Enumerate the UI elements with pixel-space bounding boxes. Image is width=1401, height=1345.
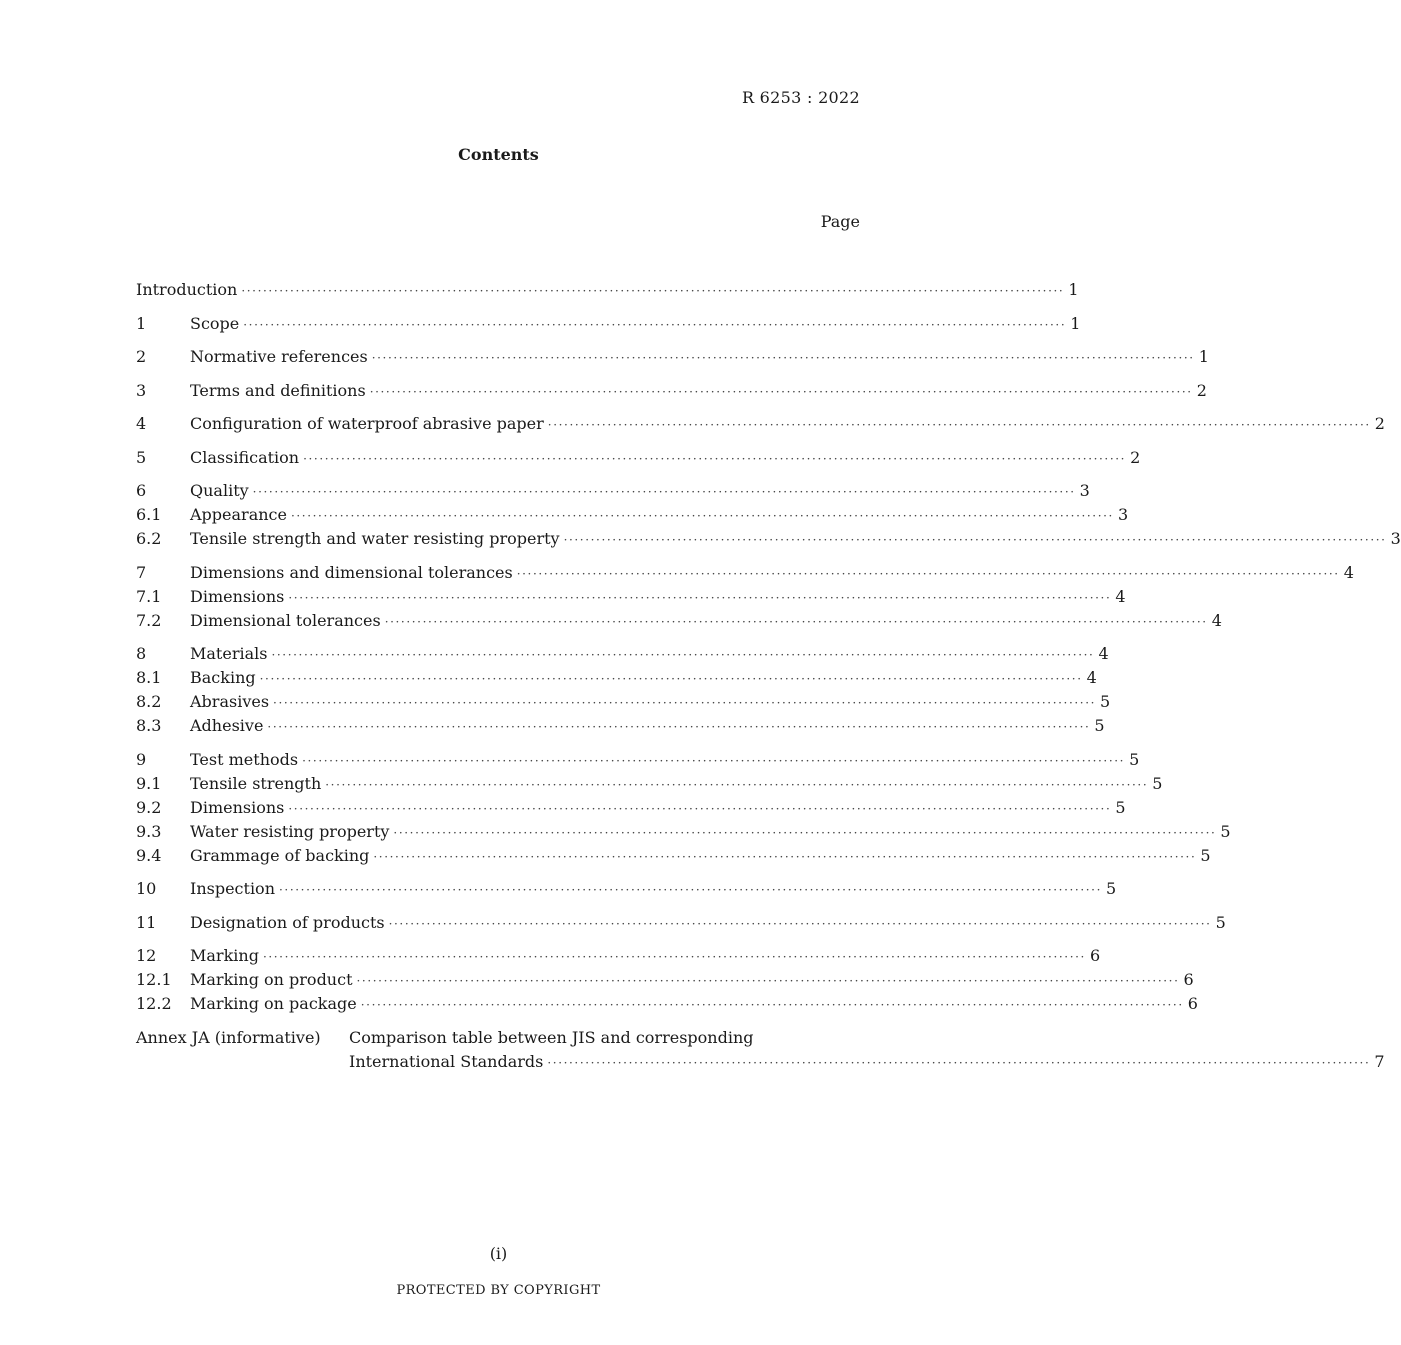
- toc-entry-page: 6: [1187, 994, 1198, 1013]
- toc-entry-title: Marking on product: [190, 970, 353, 989]
- toc-entry-7-1[interactable]: [136, 585, 1126, 609]
- annex-title-text-2: International Standards: [349, 1051, 544, 1071]
- toc-entry-number: 10: [136, 879, 157, 898]
- annex-title-line-1: [349, 1026, 1385, 1050]
- toc-entry-number: 4: [136, 414, 147, 433]
- toc-entry-number: 7: [136, 562, 147, 582]
- toc-entry-page: 5: [1094, 716, 1105, 735]
- dot-leader: [517, 562, 1340, 586]
- toc-entry-page: 5: [1220, 821, 1231, 841]
- toc-entry-9-1[interactable]: [136, 772, 1163, 796]
- toc-entry-12-1[interactable]: [136, 968, 1194, 992]
- toc-entry-page: 5: [1152, 773, 1163, 793]
- toc-entry-title: Tensile strength and water resisting property: [190, 529, 560, 548]
- dot-leader: [273, 691, 1096, 715]
- toc-entry-title: Backing: [190, 668, 256, 687]
- toc-entry-5[interactable]: [136, 446, 1141, 470]
- toc-entry-page: 1: [1068, 280, 1079, 299]
- toc-entry-page: 2: [1130, 447, 1141, 467]
- dot-leader: [260, 667, 1083, 691]
- dot-leader: [303, 447, 1126, 471]
- dot-leader: [263, 945, 1086, 969]
- toc-entry-7[interactable]: [136, 561, 1354, 585]
- annex-label: Annex JA (informative): [136, 1027, 321, 1047]
- toc-entry-title: Water resisting property: [190, 821, 390, 841]
- toc-entry-title: Marking on package: [190, 994, 357, 1013]
- toc-entry-number: 1: [136, 313, 147, 333]
- annex-title-line-2: [349, 1050, 1385, 1074]
- annex-title-text-1: Comparison table between JIS and corresponding: [349, 1027, 754, 1047]
- dot-leader: [325, 773, 1148, 797]
- dot-leader: [288, 797, 1111, 821]
- toc-entry-introduction[interactable]: [136, 278, 1079, 302]
- toc-entry-8-2[interactable]: [136, 690, 1111, 714]
- toc-entry-page: 4: [1086, 668, 1097, 687]
- toc-entry-page: 7: [1374, 1051, 1385, 1071]
- page-column-label: Page: [820, 212, 860, 231]
- toc-entry-2[interactable]: [136, 345, 1209, 369]
- toc-entry-page: 4: [1098, 644, 1109, 663]
- toc-entry-page: 1: [1198, 347, 1209, 366]
- toc-entry-page: 5: [1200, 845, 1211, 865]
- toc-entry-page: 3: [1117, 505, 1129, 524]
- toc-entry-title: Terms and definitions: [190, 380, 366, 400]
- toc-entry-page: 5: [1100, 692, 1111, 711]
- dot-leader: [279, 878, 1102, 902]
- toc-entry-10[interactable]: [136, 877, 1117, 901]
- toc-entry-title: Dimensions and dimensional tolerances: [190, 562, 513, 582]
- dot-leader: [393, 821, 1216, 845]
- toc-entry-8-3[interactable]: [136, 714, 1105, 738]
- toc-entry-page: 6: [1089, 946, 1101, 965]
- dot-leader: [243, 313, 1066, 337]
- toc-entry-number: 9: [136, 749, 147, 769]
- toc-entry-number: 9.3: [136, 821, 162, 841]
- toc-entry-8-1[interactable]: [136, 666, 1097, 690]
- toc-entry-number: 12: [136, 946, 157, 965]
- dot-leader: [372, 346, 1195, 370]
- dot-leader: [373, 845, 1196, 869]
- toc-entry-page: 1: [1070, 313, 1081, 333]
- toc-entry-number: 6.2: [136, 529, 162, 548]
- toc-entry-9-4[interactable]: [136, 844, 1211, 868]
- toc-entry-title: Adhesive: [190, 716, 264, 735]
- toc-entry-number: 7.2: [136, 610, 162, 630]
- toc-entry-page: 5: [1115, 797, 1126, 817]
- dot-leader: [361, 993, 1184, 1017]
- toc-entry-number: 8.2: [136, 692, 162, 711]
- toc-entry-title: Normative references: [190, 347, 368, 366]
- toc-entry-number: 9.2: [136, 797, 162, 817]
- copyright-notice: PROTECTED BY COPYRIGHT: [396, 1283, 601, 1298]
- dot-leader: [547, 1051, 1370, 1075]
- toc-entry-number: 8: [136, 644, 147, 663]
- toc-entry-title: Dimensions: [190, 797, 285, 817]
- toc-entry-number: 7.1: [136, 586, 162, 606]
- toc-entry-page: 2: [1374, 414, 1385, 433]
- toc-entry-title: Quality: [190, 481, 249, 500]
- toc-entry-number: 9.1: [136, 773, 162, 793]
- toc-entry-title: Classification: [190, 447, 300, 467]
- document-number: R 6253 : 2022: [741, 88, 860, 107]
- toc-entry-6[interactable]: [136, 479, 1090, 503]
- dot-leader: [241, 279, 1064, 303]
- toc-entry-title: Appearance: [190, 505, 287, 524]
- toc-entry-title: Inspection: [190, 879, 275, 898]
- toc-entry-number: 12.1: [136, 970, 172, 989]
- toc-entry-number: 8.3: [136, 716, 162, 735]
- toc-entry-11[interactable]: [136, 911, 1226, 935]
- toc-entry-9-3[interactable]: [136, 820, 1231, 844]
- toc-entry-number: 12.2: [136, 994, 172, 1013]
- toc-entry-page: 4: [1343, 562, 1354, 582]
- toc-entry-1[interactable]: [136, 312, 1081, 336]
- toc-entry-title: Dimensions: [190, 586, 285, 606]
- toc-entry-page: 3: [1390, 529, 1401, 548]
- toc-entry-title: Marking: [190, 946, 259, 965]
- toc-entry-number: 9.4: [136, 845, 162, 865]
- dot-leader: [385, 610, 1208, 634]
- annex-title-block: [349, 1026, 1385, 1074]
- toc-entry-page: 5: [1129, 749, 1140, 769]
- toc-entry-page: 5: [1215, 912, 1226, 932]
- toc-entry-7-2[interactable]: [136, 609, 1222, 633]
- toc-entry-number: 3: [136, 380, 147, 400]
- toc-entry-title: Scope: [190, 313, 240, 333]
- toc-entry-3[interactable]: [136, 379, 1207, 403]
- dot-leader: [288, 586, 1111, 610]
- toc-entry-page: 2: [1196, 380, 1207, 400]
- toc-entry-6-1[interactable]: [136, 503, 1129, 527]
- toc-entry-number: 2: [136, 347, 147, 366]
- toc-entry-12-2[interactable]: [136, 992, 1198, 1016]
- toc-entry-page: 6: [1183, 970, 1194, 989]
- toc-entry-title: Abrasives: [190, 692, 270, 711]
- toc-entry-page: 3: [1079, 481, 1090, 500]
- dot-leader: [370, 380, 1193, 404]
- toc-entry-title: Designation of products: [190, 912, 385, 932]
- toc-entry-number: 5: [136, 447, 147, 467]
- toc-entry-title: Introduction: [136, 280, 238, 299]
- dot-leader: [267, 715, 1090, 739]
- dot-leader: [302, 749, 1125, 773]
- toc-entry-page: 4: [1115, 586, 1126, 606]
- toc-entry-title: Configuration of waterproof abrasive paper: [190, 414, 544, 433]
- dot-leader: [564, 528, 1387, 552]
- toc-entry-number: 6.1: [136, 505, 162, 524]
- toc-entry-title: Dimensional tolerances: [190, 610, 381, 630]
- toc-entry-number: 8.1: [136, 668, 162, 687]
- toc-entry-9-2[interactable]: [136, 796, 1126, 820]
- page-number: (i): [489, 1244, 508, 1263]
- toc-entry-title: Test methods: [190, 749, 299, 769]
- dot-leader: [389, 912, 1212, 936]
- toc-entry-9[interactable]: [136, 748, 1140, 772]
- page-title: Contents: [458, 145, 539, 164]
- dot-leader: [291, 504, 1114, 528]
- toc-entry-title: Materials: [190, 644, 268, 663]
- toc-entry-6-2[interactable]: [136, 527, 1401, 551]
- toc-entry-title: Grammage of backing: [190, 845, 370, 865]
- toc-entry-4[interactable]: [136, 412, 1385, 436]
- dot-leader: [253, 480, 1076, 504]
- toc-entry-number: 6: [136, 481, 147, 500]
- toc-entry-8[interactable]: [136, 642, 1109, 666]
- toc-entry-title: Tensile strength: [190, 773, 322, 793]
- toc-entry-12[interactable]: [136, 944, 1101, 968]
- dot-leader: [271, 643, 1094, 667]
- toc-entry-page: 5: [1106, 879, 1117, 898]
- toc-entry-page: 4: [1211, 610, 1222, 630]
- toc-entry-number: 11: [136, 912, 157, 932]
- table-of-contents: [136, 278, 1401, 1074]
- dot-leader: [357, 969, 1180, 993]
- toc-entry-annex-ja[interactable]: [136, 1026, 1385, 1074]
- dot-leader: [548, 413, 1371, 437]
